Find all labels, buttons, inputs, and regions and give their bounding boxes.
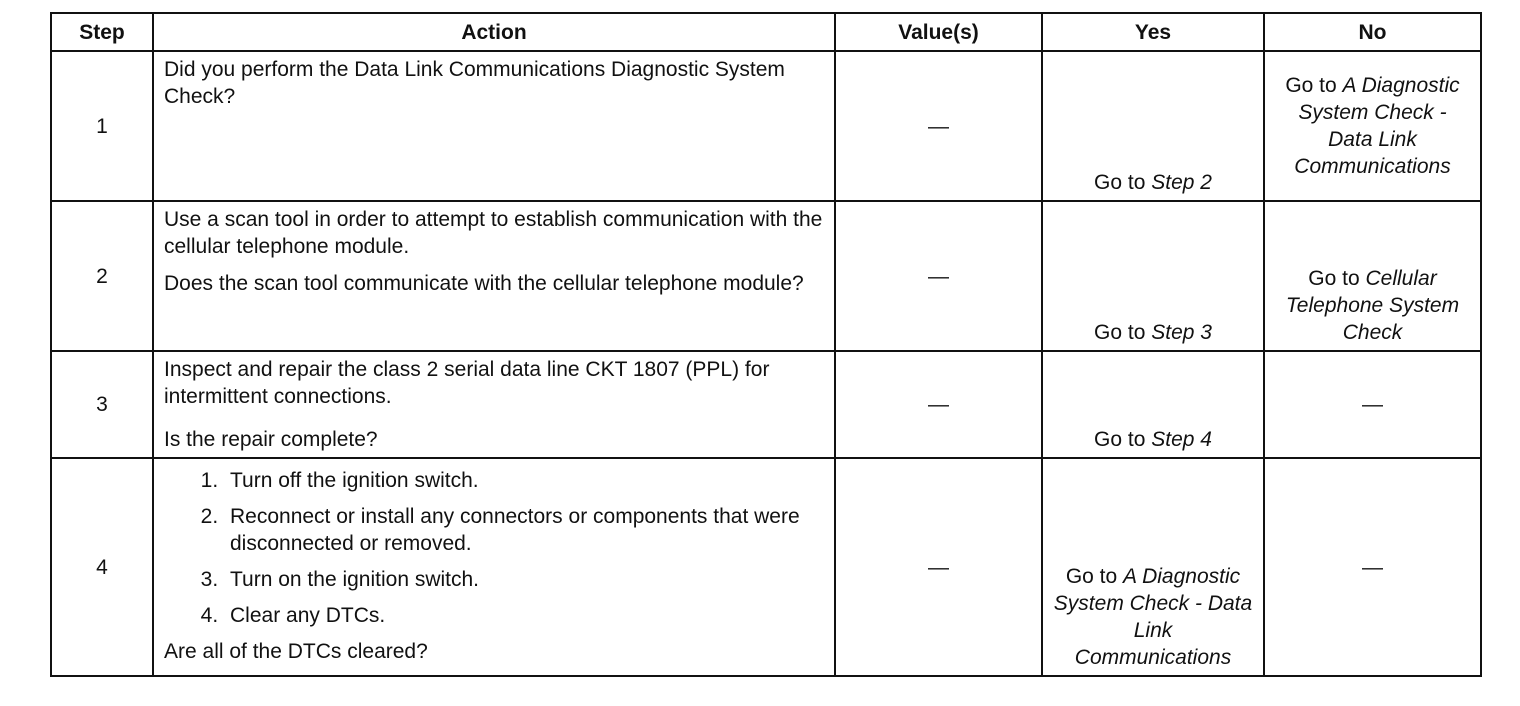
table-row bbox=[51, 51, 1481, 201]
step-number: 3 bbox=[51, 351, 153, 458]
action-text: Did you perform the Data Link Communications Diagnostic System Check? bbox=[164, 58, 785, 108]
value-cell: — bbox=[835, 351, 1042, 458]
no-reference: Cellular Telephone System Check bbox=[1285, 267, 1460, 344]
yes-reference: A Diagnostic System Check - Data Link Communications bbox=[1053, 565, 1253, 669]
step-number: 2 bbox=[51, 201, 153, 351]
table-row bbox=[51, 201, 1481, 351]
no-cell bbox=[1264, 51, 1481, 201]
no-cell bbox=[1264, 201, 1481, 351]
list-item: 1. Turn off the ignition switch. bbox=[224, 467, 824, 494]
no-reference: A Diagnostic System Check - Data Link Communications bbox=[1294, 74, 1460, 178]
list-item: 2. Reconnect or install any connectors or components that were disconnected or removed. bbox=[224, 503, 824, 557]
action-text: Inspect and repair the class 2 serial data line CKT 1807 (PPL) for intermittent connections. bbox=[164, 358, 770, 408]
table-header-row bbox=[51, 13, 1481, 51]
yes-prefix: Go to bbox=[1094, 428, 1152, 451]
yes-reference: Step 3 bbox=[1151, 321, 1212, 344]
header-values: Value(s) bbox=[835, 13, 1042, 51]
header-no: No bbox=[1264, 13, 1481, 51]
action-cell bbox=[153, 351, 835, 458]
no-cell: — bbox=[1264, 351, 1481, 458]
no-prefix: Go to bbox=[1285, 74, 1343, 97]
yes-cell bbox=[1042, 201, 1264, 351]
step-number: 1 bbox=[51, 51, 153, 201]
action-cell bbox=[153, 51, 835, 201]
no-prefix: Go to bbox=[1308, 267, 1366, 290]
value-cell: — bbox=[835, 201, 1042, 351]
action-cell bbox=[153, 458, 835, 676]
action-question: Does the scan tool communicate with the cellular telephone module? bbox=[164, 272, 804, 295]
header-step: Step bbox=[51, 13, 153, 51]
action-steps-list bbox=[164, 467, 824, 629]
value-cell: — bbox=[835, 51, 1042, 201]
list-item: 3. Turn on the ignition switch. bbox=[224, 566, 824, 593]
yes-prefix: Go to bbox=[1094, 321, 1152, 344]
yes-cell bbox=[1042, 51, 1264, 201]
list-item: 4. Clear any DTCs. bbox=[224, 602, 824, 629]
diagnostic-table bbox=[50, 12, 1482, 677]
yes-reference: Step 4 bbox=[1151, 428, 1212, 451]
yes-reference: Step 2 bbox=[1151, 171, 1212, 194]
header-action: Action bbox=[153, 13, 835, 51]
table-row bbox=[51, 458, 1481, 676]
action-question: Are all of the DTCs cleared? bbox=[164, 640, 428, 663]
yes-cell bbox=[1042, 458, 1264, 676]
action-cell bbox=[153, 201, 835, 351]
step-number: 4 bbox=[51, 458, 153, 676]
no-cell: — bbox=[1264, 458, 1481, 676]
header-yes: Yes bbox=[1042, 13, 1264, 51]
value-cell: — bbox=[835, 458, 1042, 676]
yes-cell bbox=[1042, 351, 1264, 458]
table-row bbox=[51, 351, 1481, 458]
action-question: Is the repair complete? bbox=[164, 428, 378, 451]
action-text: Use a scan tool in order to attempt to establish communication with the cellular telephone module. bbox=[164, 208, 823, 258]
yes-prefix: Go to bbox=[1094, 171, 1152, 194]
yes-prefix: Go to bbox=[1065, 565, 1124, 588]
